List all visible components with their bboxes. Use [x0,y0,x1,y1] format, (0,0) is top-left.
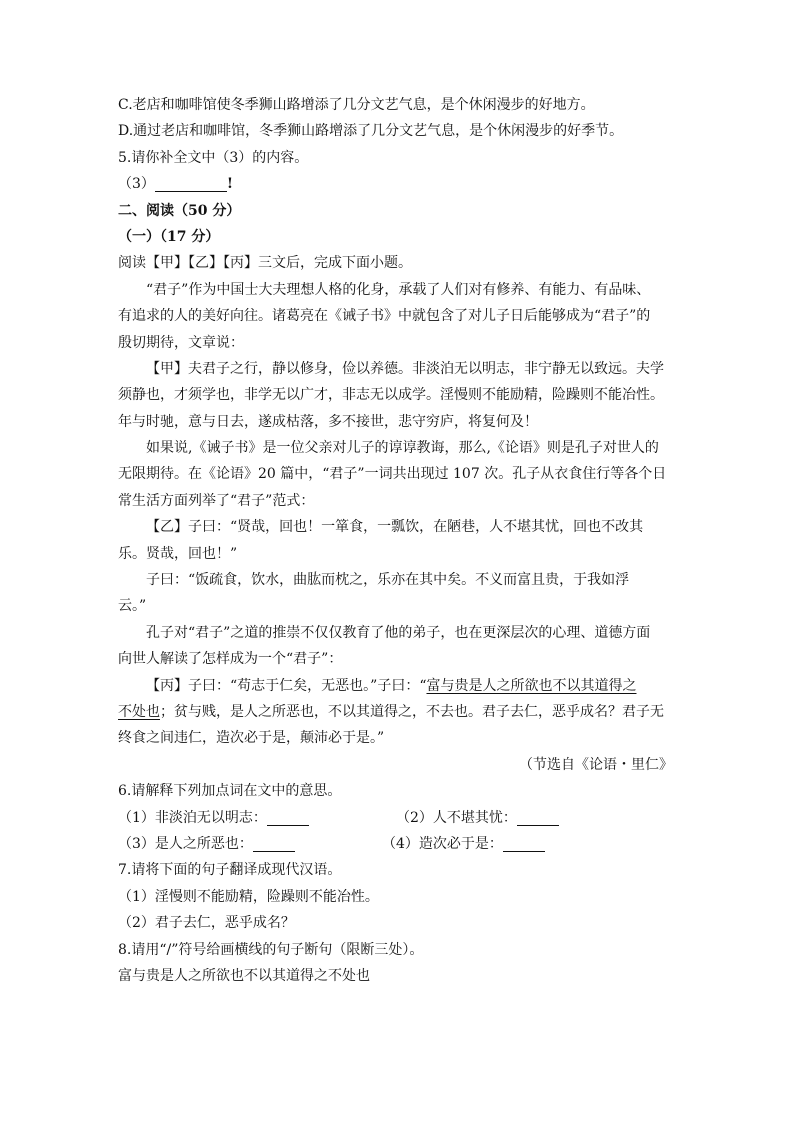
q6-item-1-blank[interactable] [267,809,309,826]
passage-yi-line: 乐。贤哉，回也！” [118,545,238,562]
passage-yi-line: 【乙】子曰：“贤哉，回也！一箪食，一瓢饮，在陋巷，人不堪其忧，回也不改其 [146,519,644,536]
q6-row [118,831,673,857]
q8-sentence: 富与贵是人之所欲也不以其道得之不处也 [118,967,370,984]
document-page [118,92,673,989]
q5-answer-label: （3） [118,176,155,193]
q6-item-3-label: （3）是人之所恶也： [118,835,253,852]
q7-item-1: （1）淫慢则不能励精，险躁则不能冶性。 [118,888,379,905]
passage-bing-line [118,699,673,725]
para-line: 常生活方面列举了“君子”范式： [118,492,315,509]
q6-item-4-label: （4）造次必于是： [382,835,503,852]
q8-stem: 8.请用“/”符号给画横线的句子断句（限断三处）。 [118,941,424,958]
q7-stem: 7.请将下面的句子翻译成现代汉语。 [118,862,342,879]
q5-answer-mark: ! [226,176,234,193]
underlined-sentence: 富与贵是人之所欲也不以其道得之 [426,677,637,694]
q6-item-2 [396,805,559,831]
source-note: （节选自《论语・里仁》 [519,756,673,773]
q6-item-1-label: （1）非淡泊无以明志： [118,809,267,826]
passage-jia-line: 年与时驰，意与日去，遂成枯落，多不接世，悲守穷庐，将复何及！ [118,413,538,430]
reading-intro: 阅读【甲】【乙】【丙】三文后，完成下面小题。 [118,255,412,272]
para-line: 无限期待。在《论语》20 篇中，“君子”一词共出现过 107 次。孔子从衣食住行等各个日 [118,466,667,483]
q4-option-d: D.通过老店和咖啡馆，冬季狮山路增添了几分文艺气息，是个休闲漫步的好季节。 [118,123,624,140]
q6-item-4 [382,831,545,857]
passage-bing-line: 终食之间违仁，造次必于是，颠沛必于是。” [118,730,385,747]
q6-item-4-blank[interactable] [503,835,545,852]
passage-jia-line: 须静也，才须学也，非学无以广才，非志无以成学。淫慢则不能励精，险躁则不能冶性。 [118,387,664,404]
passage-bing-text: ；贫与贱，是人之所恶也，不以其道得之，不去也。君子去仁，恶乎成名？君子无 [160,703,664,720]
passage-jia-line: 【甲】夫君子之行，静以修身，俭以养德。非淡泊无以明志，非宁静无以致远。夫学 [146,360,664,377]
passage-yi-line: 子曰：“饭疏食，饮水，曲肱而枕之，乐亦在其中矣。不义而富且贵，于我如浮 [146,572,630,589]
para-line: 有追求的人的美好向往。诸葛亮在《诫子书》中就包含了对儿子日后能够成为“君子”的 [118,308,651,325]
para-line: 孔子对“君子”之道的推崇不仅仅教育了他的弟子，也在更深层次的心理、道德方面 [146,624,651,641]
para-line: “君子”作为中国士大夫理想人格的化身，承载了人们对有修养、有能力、有品味、 [146,281,651,298]
para-line: 如果说,《诫子书》是一位父亲对儿子的谆谆教诲，那么,《论语》则是孔子对世人的 [146,440,659,457]
passage-yi-line: 云。” [118,598,147,615]
section-title: 二、阅读（50 分） [118,202,241,219]
q6-item-2-label: （2）人不堪其忧： [396,809,517,826]
para-line: 向世人解读了怎样成为一个“君子”： [118,651,343,668]
q5-stem: 5.请你补全文中（3）的内容。 [118,149,309,166]
q6-item-2-blank[interactable] [517,809,559,826]
q6-stem: 6.请解释下列加点词在文中的意思。 [118,783,342,800]
q5-answer-blank[interactable] [155,175,227,192]
passage-bing-text: 【丙】子曰：“苟志于仁矣，无恶也。”子曰：“ [146,677,427,694]
passage-bing-line [118,673,673,699]
subsection-title: （一）（17 分） [118,228,220,245]
q7-item-2: （2）君子去仁，恶乎成名？ [118,915,295,932]
q6-row [118,805,673,831]
para-line: 殷切期待，文章说： [118,334,244,351]
q4-option-c: C.老店和咖啡馆使冬季狮山路增添了几分文艺气息，是个休闲漫步的好地方。 [118,97,595,113]
underlined-sentence: 不处也 [118,703,160,720]
q5-answer-line [118,171,673,197]
q6-item-3-blank[interactable] [253,835,295,852]
